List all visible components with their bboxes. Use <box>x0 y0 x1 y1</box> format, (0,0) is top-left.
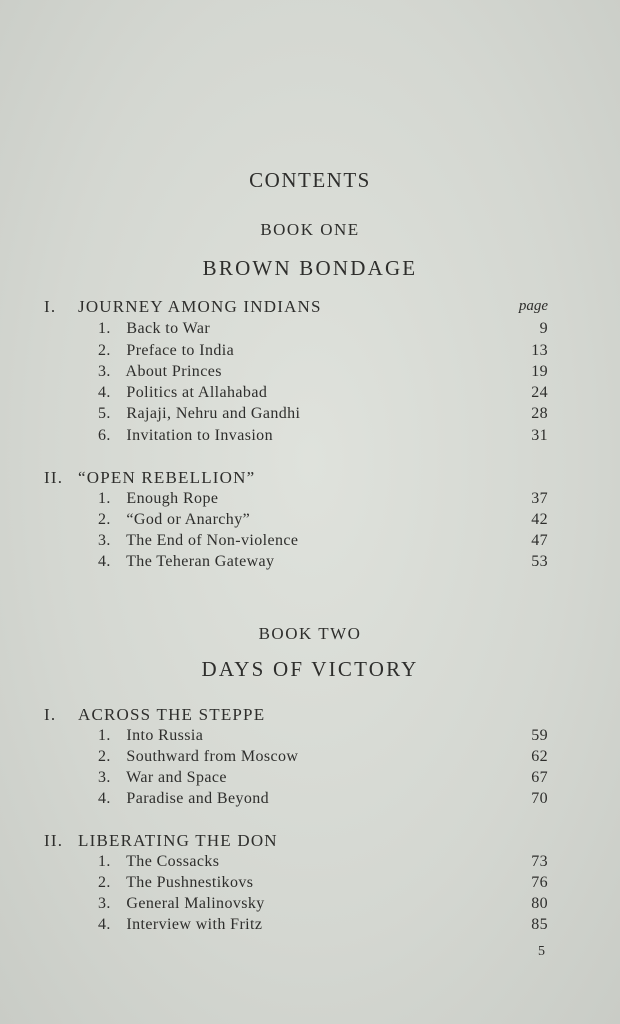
toc-entry <box>98 511 548 532</box>
page-number: 59 <box>531 727 548 744</box>
toc-entry <box>98 553 548 574</box>
page-column-label: page <box>518 298 548 314</box>
page-number: 9 <box>539 320 548 337</box>
book-one-title: BROWN BONDAGE <box>202 256 418 280</box>
chapter-number: 1. <box>98 727 111 744</box>
chapter-number: 4. <box>98 916 111 933</box>
chapter-number: 4. <box>98 553 111 570</box>
page-number: 73 <box>531 853 548 870</box>
page-number: 76 <box>531 874 548 891</box>
chapter-title: Politics at Allahabad <box>126 384 268 401</box>
toc-entry <box>98 790 548 811</box>
chapter-title: “God or Anarchy” <box>126 511 251 528</box>
toc-entry <box>98 532 548 553</box>
chapter-title: The Cossacks <box>126 853 220 870</box>
toc-entry <box>98 748 548 769</box>
page-number: 24 <box>531 384 548 401</box>
page-number: 19 <box>531 363 548 380</box>
toc-entry <box>98 916 548 937</box>
chapter-title: Preface to India <box>126 342 235 359</box>
part-title: JOURNEY AMONG INDIANS <box>78 297 322 316</box>
page-number: 37 <box>531 490 548 507</box>
page-number: 47 <box>531 532 548 549</box>
chapter-number: 3. <box>98 895 111 912</box>
chapter-number: 2. <box>98 748 111 765</box>
toc-entry <box>98 427 548 448</box>
chapter-number: 6. <box>98 427 111 444</box>
chapter-number: 4. <box>98 384 111 401</box>
toc-entry <box>98 490 548 511</box>
part-heading <box>44 297 554 317</box>
page-number: 62 <box>531 748 548 765</box>
chapter-number: 1. <box>98 853 111 870</box>
part-title: LIBERATING THE DON <box>78 831 278 850</box>
contents-heading: CONTENTS <box>249 168 371 192</box>
page-number: 28 <box>531 405 548 422</box>
chapter-number: 2. <box>98 874 111 891</box>
page-number: 67 <box>531 769 548 786</box>
page-number: 85 <box>531 916 548 933</box>
chapter-number: 3. <box>98 363 111 380</box>
toc-entry <box>98 895 548 916</box>
chapter-title: Invitation to Invasion <box>126 427 273 444</box>
toc-entry <box>98 384 548 405</box>
page-number: 42 <box>531 511 548 528</box>
toc-entry <box>98 874 548 895</box>
part-number: II. <box>44 831 64 850</box>
page-folio: 5 <box>538 944 545 959</box>
chapter-title: Paradise and Beyond <box>126 790 270 807</box>
part-title: ACROSS THE STEPPE <box>78 705 266 724</box>
page-number: 31 <box>531 427 548 444</box>
chapter-number: 2. <box>98 342 111 359</box>
chapter-number: 2. <box>98 511 111 528</box>
toc-entry <box>98 405 548 426</box>
part-number: I. <box>44 705 57 724</box>
chapter-number: 5. <box>98 405 111 422</box>
chapter-number: 1. <box>98 320 111 337</box>
part-number: II. <box>44 468 64 487</box>
chapter-title: Southward from Moscow <box>126 748 299 765</box>
chapter-title: Interview with Fritz <box>126 916 263 933</box>
page-number: 70 <box>531 790 548 807</box>
page-number: 53 <box>531 553 548 570</box>
chapter-number: 4. <box>98 790 111 807</box>
book-two-label: BOOK TWO <box>258 624 362 643</box>
chapter-title: About Princes <box>125 363 222 380</box>
part-number: I. <box>44 297 57 316</box>
part-heading <box>44 705 554 725</box>
book-one-label: BOOK ONE <box>260 220 360 239</box>
chapter-title: The Pushnestikovs <box>126 874 254 891</box>
page-number: 80 <box>531 895 548 912</box>
chapter-title: Enough Rope <box>126 490 219 507</box>
chapter-title: War and Space <box>126 769 227 786</box>
chapter-number: 1. <box>98 490 111 507</box>
toc-entry <box>98 342 548 363</box>
chapter-title: Into Russia <box>126 727 204 744</box>
toc-entry <box>98 853 548 874</box>
chapter-number: 3. <box>98 532 111 549</box>
part-title: “OPEN REBELLION” <box>78 468 256 487</box>
part-heading <box>44 468 554 488</box>
toc-entry <box>98 727 548 748</box>
toc-entry <box>98 320 548 341</box>
chapter-title: The Teheran Gateway <box>126 553 275 570</box>
chapter-title: Rajaji, Nehru and Gandhi <box>126 405 301 422</box>
chapter-number: 3. <box>98 769 111 786</box>
page-number: 13 <box>531 342 548 359</box>
toc-entry <box>98 363 548 384</box>
book-two-title: DAYS OF VICTORY <box>201 657 419 681</box>
chapter-title: Back to War <box>126 320 211 337</box>
chapter-title: The End of Non-violence <box>126 532 299 549</box>
chapter-title: General Malinovsky <box>126 895 265 912</box>
part-heading <box>44 831 554 851</box>
toc-entry <box>98 769 548 790</box>
